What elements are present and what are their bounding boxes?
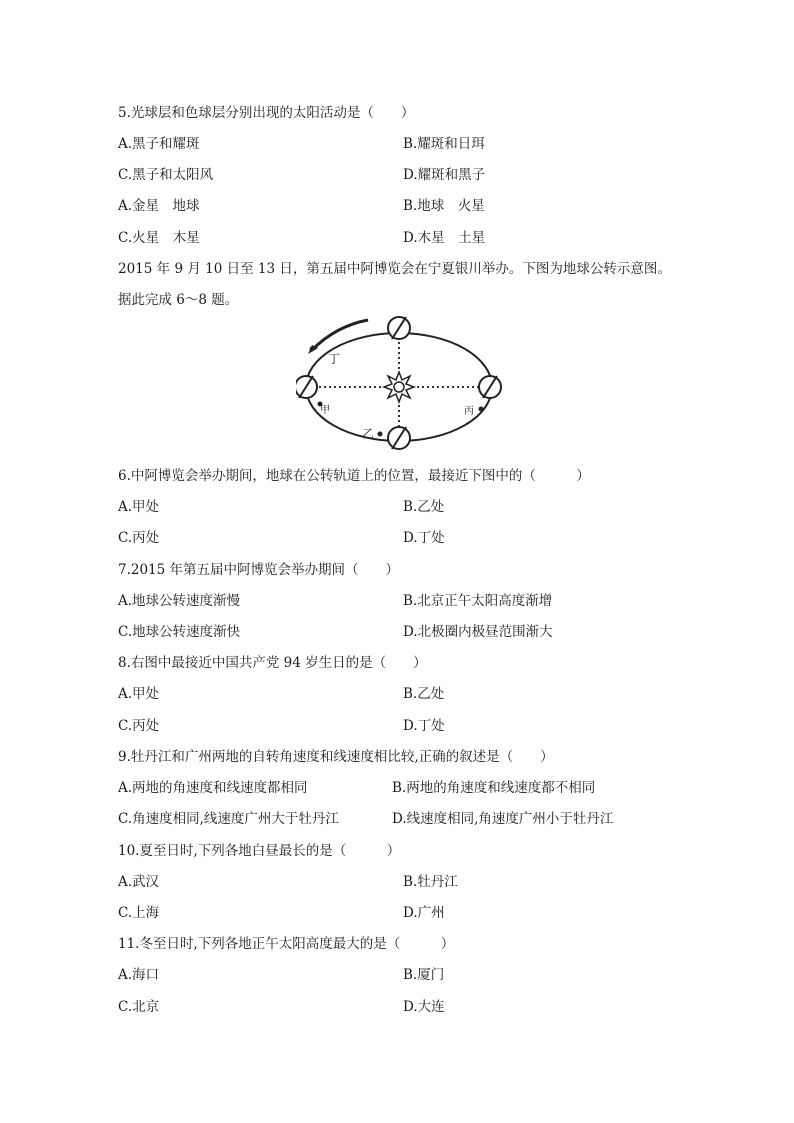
extra-option-d: D.木星 土星 <box>403 230 486 246</box>
q10-option-b: B.牡丹江 <box>403 874 458 890</box>
q9-stem: 9.牡丹江和广州两地的自转角速度和线速度相比较,正确的叙述是（ ） <box>118 749 554 765</box>
q7-option-d: D.北极圈内极昼范围渐大 <box>403 624 553 640</box>
q5-option-b: B.耀斑和日珥 <box>403 136 485 152</box>
extra-option-a: A.金星 地球 <box>118 198 200 214</box>
q9-option-d: D.线速度相同,角速度广州小于牡丹江 <box>392 811 614 827</box>
intro-line-2: 据此完成 6～8 题。 <box>118 292 239 308</box>
position-dot-yi <box>378 432 383 437</box>
position-dot-bing <box>479 407 484 412</box>
label-jia: 甲 <box>320 405 330 416</box>
q10-option-a: A.武汉 <box>118 874 160 890</box>
q9-option-c: C.角速度相同,线速度广州大于牡丹江 <box>118 811 339 827</box>
position-dot-ding <box>310 347 315 352</box>
orbit-ellipse <box>306 333 492 441</box>
q7-option-b: B.北京正午太阳高度渐增 <box>403 593 553 609</box>
q9-option-a: A.两地的角速度和线速度都相同 <box>118 780 308 796</box>
label-ding: 丁 <box>328 352 341 366</box>
extra-option-c: C.火星 木星 <box>118 230 200 246</box>
q7-option-c: C.地球公转速度渐快 <box>118 624 241 640</box>
intro-line-1: 2015 年 9 月 10 日至 13 日，第五届中阿博览会在宁夏银川举办。下图为地球公转示意图。 <box>118 261 671 277</box>
q7-option-a: A.地球公转速度渐慢 <box>118 593 241 609</box>
sun-icon <box>384 372 414 402</box>
earth-top-icon <box>388 317 410 339</box>
q11-option-d: D.大连 <box>403 999 445 1015</box>
q8-option-c: C.丙处 <box>118 718 160 734</box>
q8-option-d: D.丁处 <box>403 718 445 734</box>
q7-stem: 7.2015 年第五届中阿博览会举办期间（ ） <box>118 562 400 578</box>
q6-option-c: C.丙处 <box>118 530 160 546</box>
q9-option-b: B.两地的角速度和线速度都不相同 <box>392 780 596 796</box>
extra-option-b: B.地球 火星 <box>403 198 485 214</box>
q10-option-d: D.广州 <box>403 905 445 921</box>
q11-option-a: A.海口 <box>118 967 160 983</box>
label-bing: 丙 <box>464 406 474 417</box>
q10-stem: 10.夏至日时,下列各地白昼最长的是（ ） <box>118 843 401 859</box>
q8-stem: 8.右图中最接近中国共产党 94 岁生日的是（ ） <box>118 655 427 671</box>
q6-option-a: A.甲处 <box>118 499 160 515</box>
earth-right-icon <box>479 376 501 398</box>
earth-left-icon <box>296 376 317 398</box>
q5-stem: 5.光球层和色球层分别出现的太阳活动是（ ） <box>118 105 415 121</box>
q8-option-a: A.甲处 <box>118 686 160 702</box>
q5-option-c: C.黑子和太阳风 <box>118 167 214 183</box>
q10-option-c: C.上海 <box>118 905 160 921</box>
label-yi: 乙 <box>362 427 375 441</box>
q6-stem: 6.中阿博览会举办期间，地球在公转轨道上的位置，最接近下图中的（ ） <box>118 468 590 484</box>
earth-bottom-icon <box>388 427 410 449</box>
earth-orbit-diagram <box>296 312 508 450</box>
q6-option-b: B.乙处 <box>403 499 445 515</box>
q11-option-c: C.北京 <box>118 999 160 1015</box>
q6-option-d: D.丁处 <box>403 530 445 546</box>
q5-option-d: D.耀斑和黑子 <box>403 167 486 183</box>
q11-stem: 11.冬至日时,下列各地正午太阳高度最大的是（ ） <box>118 936 455 952</box>
q11-option-b: B.厦门 <box>403 967 445 983</box>
q5-option-a: A.黑子和耀斑 <box>118 136 200 152</box>
q8-option-b: B.乙处 <box>403 686 445 702</box>
